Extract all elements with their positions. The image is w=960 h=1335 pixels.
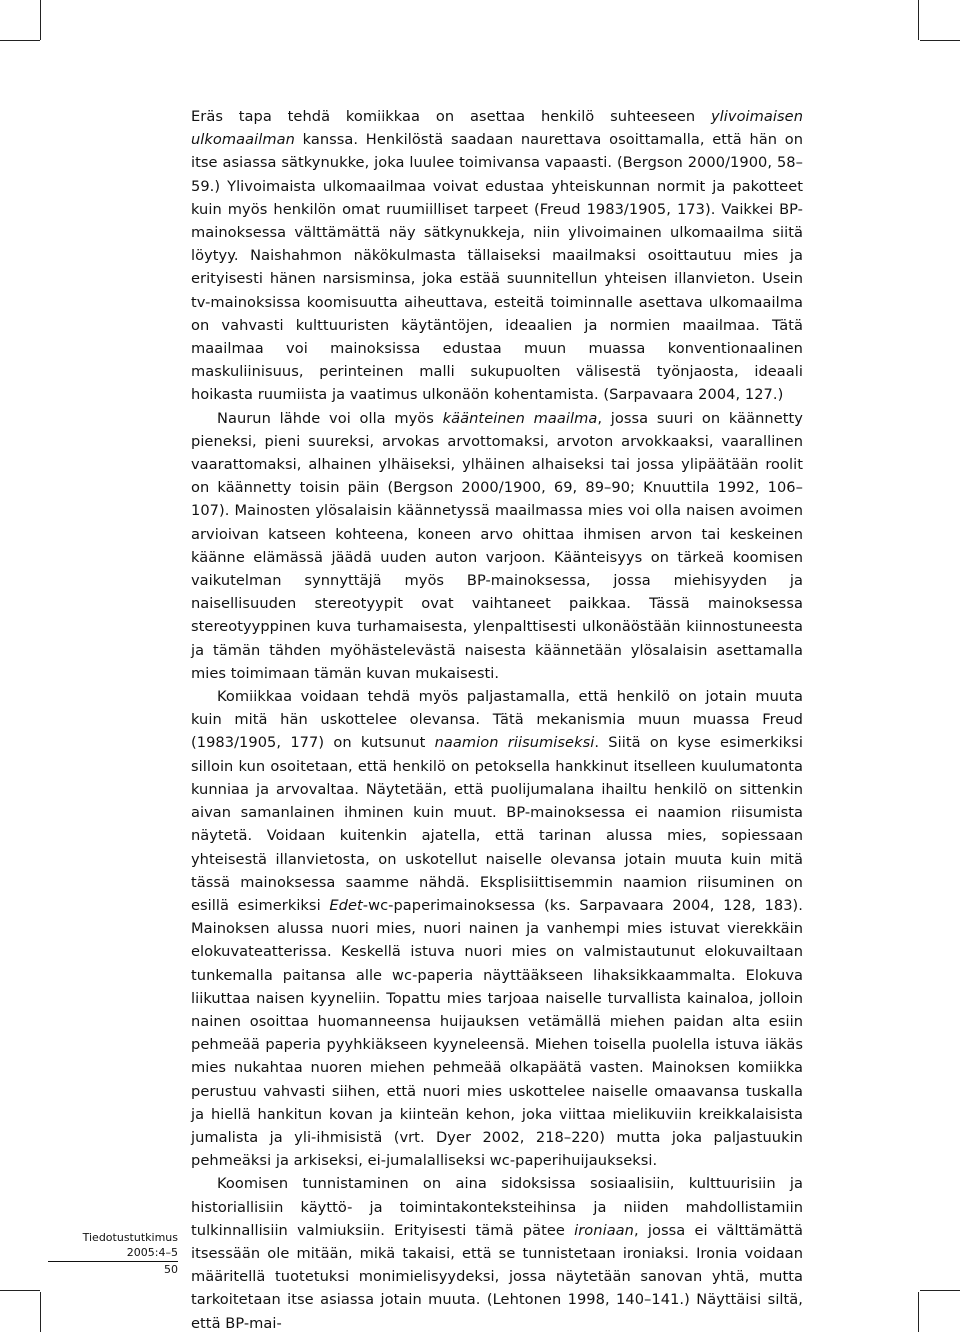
text-run: Koomisen tunnistaminen on aina sidoksissa sosiaalisiin, kulttuurisiin ja historiallisiin käyttö- ja toimintakonteksteihinsa ja niiden mahdollistamiin tulkinnallisiin valmiuksiin. Erityisesti tämä pätee <box>191 1175 803 1239</box>
paragraph <box>191 105 803 407</box>
text-run: , jossa suuri on käännetty pieneksi, pieni suureksi, arvokas arvottomaksi, arvoton arvokkaaksi, vaarallinen vaarattomaksi, alhainen ylhäiseksi, ylhäinen alhaiseksi tai jossa ylipäätään roolit on käännetty toisin päin (Bergson 2000/1900, 69, 89–90; Knuuttila 1992, 106–107). Mainosten ylösalaisin käännetyssä maailmassa mies voi olla naisen avoimen arvioivan katseen kohteena, koneen arvo ohittaa ihmisen arvon tai keskeinen käänne elämässä jäädä uuden auton varjoon. Käänteisyys on tärkeä koomisen vaikutelman synnyttäjä myös BP-mainoksessa, jossa miehisyyden ja naisellisuuden stereotyypit ovat vaihtaneet paikkaa. Tässä mainoksessa stereotyyppinen kuva turhamaisesta, ylenpalttisesti ulkonäöstään kiinnostuneesta ja tämän tähden myöhästelevästä naisesta käännetään ylösalaisin asettamalla mies toimimaan tämän kuvan mukaisesti. <box>191 409 803 682</box>
paragraph <box>191 1172 803 1334</box>
italic-term: ylivoimaisen ulkomaailman <box>191 108 803 149</box>
text-run: , jossa ei välttämättä itsessään ole mitään, mikä takaisi, että se tunnistetaan ironiaksi. Ironia voidaan määritellä tuotetuksi monimielisyydeksi, jossa näytetään sanovan yhtä, mutta tarkoitetaan itse asiassa jotain muuta. (Lehtonen 1998, 140–141.) Näyttäisi siltä, että BP-mai- <box>191 1221 803 1332</box>
text-run: Naurun lähde voi olla myös <box>217 409 443 427</box>
italic-term: naamion riisumiseksi <box>434 734 595 752</box>
body-text <box>191 105 803 1335</box>
crop-mark-bottom-left <box>40 1292 41 1332</box>
text-run: Eräs tapa tehdä komiikkaa on asettaa henkilö suhteeseen <box>191 108 711 125</box>
crop-mark-top-right-h <box>920 40 960 41</box>
text-run: Komiikkaa voidaan tehdä myös paljastamalla, että henkilö on jotain muuta kuin mitä hän uskottelee olevansa. Tätä mekanismia muun muassa Freud (1983/1905, 177) on kutsunut <box>191 688 803 752</box>
crop-mark-bottom-right <box>918 1292 919 1332</box>
page-footer <box>48 1230 178 1277</box>
italic-term: Edet <box>329 896 363 914</box>
italic-term: käänteinen maailma <box>442 409 598 427</box>
journal-issue: Tiedotustutkimus 2005:4–5 <box>48 1230 178 1262</box>
crop-mark-top-right <box>918 0 919 40</box>
crop-mark-bottom-left-h <box>0 1290 40 1291</box>
crop-mark-bottom-right-h <box>920 1290 960 1291</box>
text-run: -wc-paperimainoksessa (ks. Sarpavaara 2004, 128, 183). Mainoksen alussa nuori mies, nuori nainen ja vanhempi mies istuvat vierekkäin elokuvateatterissa. Keskellä istuva nuori mies on valmistautunut elokuvailtaan tunkemalla paitansa alle wc-paperia näyttääkseen lihaksikkaammalta. Elokuva liikuttaa naisen kyyneliin. Topattu mies tarjoaa naiselle turvallista kainaloa, jolloin nainen osoittaa huomanneensa huijauksen vetämällä miehen paidan alta esiin pehmeää paperia pyyhkiäkseen kyyneleensä. Miehen toisella puolella istuva iäkäs mies nukahtaa nuoren miehen pehmeää olkapäätä vasten. Mainoksen komiikka perustuu vahvasti siihen, että nuori mies uskottelee naiselle omaavansa tuskalla ja hiellä hankitun kovan ja kiinteän kehon, joka viittaa mielikuviin kreikkalaisista jumalista ja yli-ihmisistä (vrt. Dyer 2002, 218–220) mutta joka paljastuukin pehmeäksi ja arkiseksi, ei-jumalalliseksi wc-paperihuijaukseksi. <box>191 896 803 1170</box>
text-run: kanssa. Henkilöstä saadaan naurettava osoittamalla, että hän on itse asiassa sätkynukke, joka luulee toimivansa vapaasti. (Bergson 2000/1900, 58–59.) Ylivoimaista ulkomaailmaa voivat edustaa yhteiskunnan normit ja pakotteet kuin myös henkilön omat ruumiilliset tarpeet (Freud 1983/1905, 173). Vaikkei BP-mainoksessa välttämättä näy sätkynukkeja, niin ylivoimainen ulkomaailma siitä löytyy. Naishahmon näkökulmasta tällaiseksi maailmaksi osoittautuu mies ja erityisesti hänen narsisminsa, joka estää suunnitellun yhteisen illanvieton. Usein tv-mainoksissa koomisuutta aiheuttava, esteitä toiminnalle asettava ulkomaailma on vahvasti kulttuuristen käytäntöjen, ideaalien ja normien maailmaa. Tätä maailmaa voi mainoksissa edustaa muun muassa konventionaalinen maskuliinisuus, perinteinen malli sukupuolten välisestä työnjaosta, ideaali hoikasta ruumiista ja vaatimus ulkonäön kohentamista. (Sarpavaara 2004, 127.) <box>191 131 803 404</box>
page-number: 50 <box>164 1263 178 1276</box>
text-run: . Siitä on kyse esimerkiksi silloin kun osoitetaan, että henkilö on petoksella hankkinut itselleen kuulumatonta kunniaa ja arvovaltaa. Näytetään, että puolijumalana ihailtu henkilö on sittenkin aivan samanlainen ihminen kuin muut. BP-mainoksessa ei naamion riisumista näytetä. Voidaan kuitenkin ajatella, että tarinan alussa mies, sopiessaan yhteisestä illanvietosta, on uskotellut naiselle olevansa jotain muuta kuin mitä tässä mainoksessa saamme nähdä. Eksplisiittisemmin naamion riisuminen on esillä esimerkiksi <box>191 734 803 914</box>
paragraph <box>191 685 803 1172</box>
italic-term: ironiaan <box>574 1221 634 1239</box>
crop-mark-top-left-h <box>0 40 40 41</box>
crop-mark-top-left <box>40 0 41 40</box>
paragraph <box>191 407 803 685</box>
